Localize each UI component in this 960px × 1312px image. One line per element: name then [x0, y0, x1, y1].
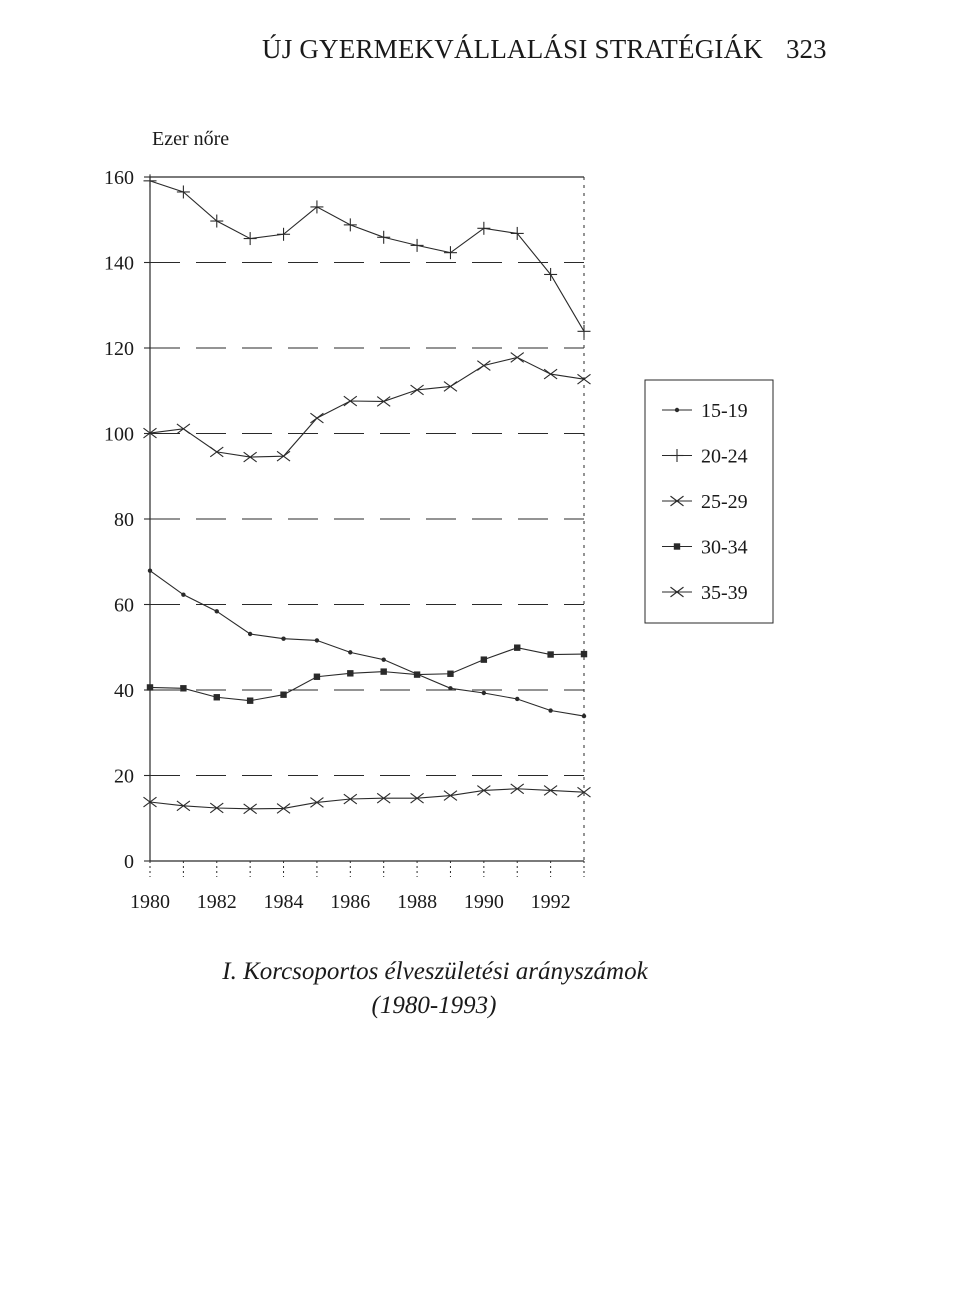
- data-point-15-19-1987: [381, 657, 385, 661]
- data-point-20-24-1989: [444, 246, 457, 259]
- data-point-25-29-1993: [578, 374, 591, 384]
- legend-marker-15-19: [675, 408, 679, 412]
- data-point-20-24-1984: [277, 228, 290, 241]
- data-point-30-34-1983: [247, 697, 253, 703]
- data-point-30-34-1982: [214, 694, 220, 700]
- data-point-20-24-1985: [310, 200, 323, 213]
- y-tick-label-100: 100: [104, 423, 134, 446]
- data-point-20-24-1988: [411, 239, 424, 252]
- data-point-25-29-1991: [511, 353, 524, 363]
- data-point-15-19-1984: [281, 637, 285, 641]
- data-point-30-34-1987: [380, 668, 386, 674]
- legend-marker-30-34: [674, 543, 680, 549]
- data-point-20-24-1991: [511, 227, 524, 240]
- x-tick-label-1982: 1982: [196, 891, 237, 913]
- data-point-15-19-1980: [148, 569, 152, 573]
- data-point-30-34-1988: [414, 671, 420, 677]
- x-tick-label-1984: 1984: [263, 891, 304, 913]
- figure-caption-subtitle: (1980-1993): [371, 992, 497, 1019]
- y-tick-label-60: 60: [114, 594, 134, 617]
- data-point-25-29-1990: [477, 361, 490, 371]
- legend-label-25-29: 25-29: [701, 491, 748, 513]
- data-point-15-19-1993: [582, 714, 586, 718]
- page-number: 323: [786, 34, 827, 64]
- data-point-20-24-1993: [578, 325, 591, 338]
- x-tick-label-1980: 1980: [130, 891, 170, 913]
- data-point-30-34-1981: [180, 685, 186, 691]
- legend-label-15-19: 15-19: [701, 400, 748, 422]
- data-point-15-19-1981: [181, 592, 185, 596]
- series-line-20-24: [150, 181, 584, 331]
- data-point-20-24-1990: [477, 222, 490, 235]
- legend-marker-20-24: [671, 449, 684, 462]
- x-tick-label-1988: 1988: [397, 891, 438, 913]
- data-point-30-34-1986: [347, 670, 353, 676]
- data-point-25-29-1992: [544, 369, 557, 379]
- data-point-15-19-1990: [482, 691, 486, 695]
- y-tick-label-140: 140: [104, 252, 134, 275]
- data-point-25-29-1981: [177, 424, 190, 434]
- data-point-25-29-1985: [310, 413, 323, 423]
- legend: [645, 380, 773, 623]
- data-point-15-19-1989: [448, 686, 452, 690]
- data-point-15-19-1983: [248, 632, 252, 636]
- x-tick-label-1986: 1986: [330, 891, 371, 913]
- data-point-30-34-1992: [547, 651, 553, 657]
- data-point-15-19-1982: [215, 609, 219, 613]
- legend-label-20-24: 20-24: [701, 445, 748, 468]
- data-point-20-24-1987: [377, 231, 390, 244]
- running-head: ÚJ GYERMEKVÁLLALÁSI STRATÉGIÁK: [262, 34, 763, 64]
- legend-label-30-34: 30-34: [701, 536, 748, 559]
- series-lines: [144, 174, 591, 813]
- data-point-20-24-1980: [144, 174, 157, 187]
- legend-label-35-39: 35-39: [701, 582, 748, 604]
- x-tick-label-1990: 1990: [463, 891, 504, 913]
- axes: [104, 167, 584, 913]
- series-line-35-39: [150, 789, 584, 809]
- y-tick-label-80: 80: [114, 509, 134, 531]
- data-point-30-34-1989: [447, 671, 453, 677]
- data-point-15-19-1985: [315, 638, 319, 642]
- data-point-30-34-1980: [147, 684, 153, 690]
- data-point-15-19-1991: [515, 697, 519, 701]
- data-point-30-34-1991: [514, 644, 520, 650]
- series-line-25-29: [150, 357, 584, 457]
- y-axis-unit-label: Ezer nőre: [152, 128, 230, 150]
- data-point-25-29-1982: [210, 447, 223, 457]
- data-point-15-19-1986: [348, 650, 352, 654]
- data-point-30-34-1984: [280, 692, 286, 698]
- y-tick-label-40: 40: [114, 680, 134, 702]
- data-point-20-24-1983: [244, 232, 257, 245]
- x-tick-label-1992: 1992: [530, 891, 571, 913]
- figure-caption-title: I. Korcsoportos élveszületési arányszámok: [222, 958, 648, 985]
- data-point-20-24-1992: [544, 268, 557, 281]
- data-point-15-19-1992: [548, 708, 552, 712]
- data-point-30-34-1985: [314, 674, 320, 680]
- y-tick-label-20: 20: [114, 765, 134, 788]
- data-point-30-34-1990: [481, 656, 487, 662]
- data-point-20-24-1986: [344, 218, 357, 231]
- data-point-30-34-1993: [581, 651, 587, 657]
- y-tick-label-120: 120: [104, 338, 134, 360]
- y-tick-label-160: 160: [104, 167, 134, 189]
- y-tick-label-0: 0: [124, 851, 134, 873]
